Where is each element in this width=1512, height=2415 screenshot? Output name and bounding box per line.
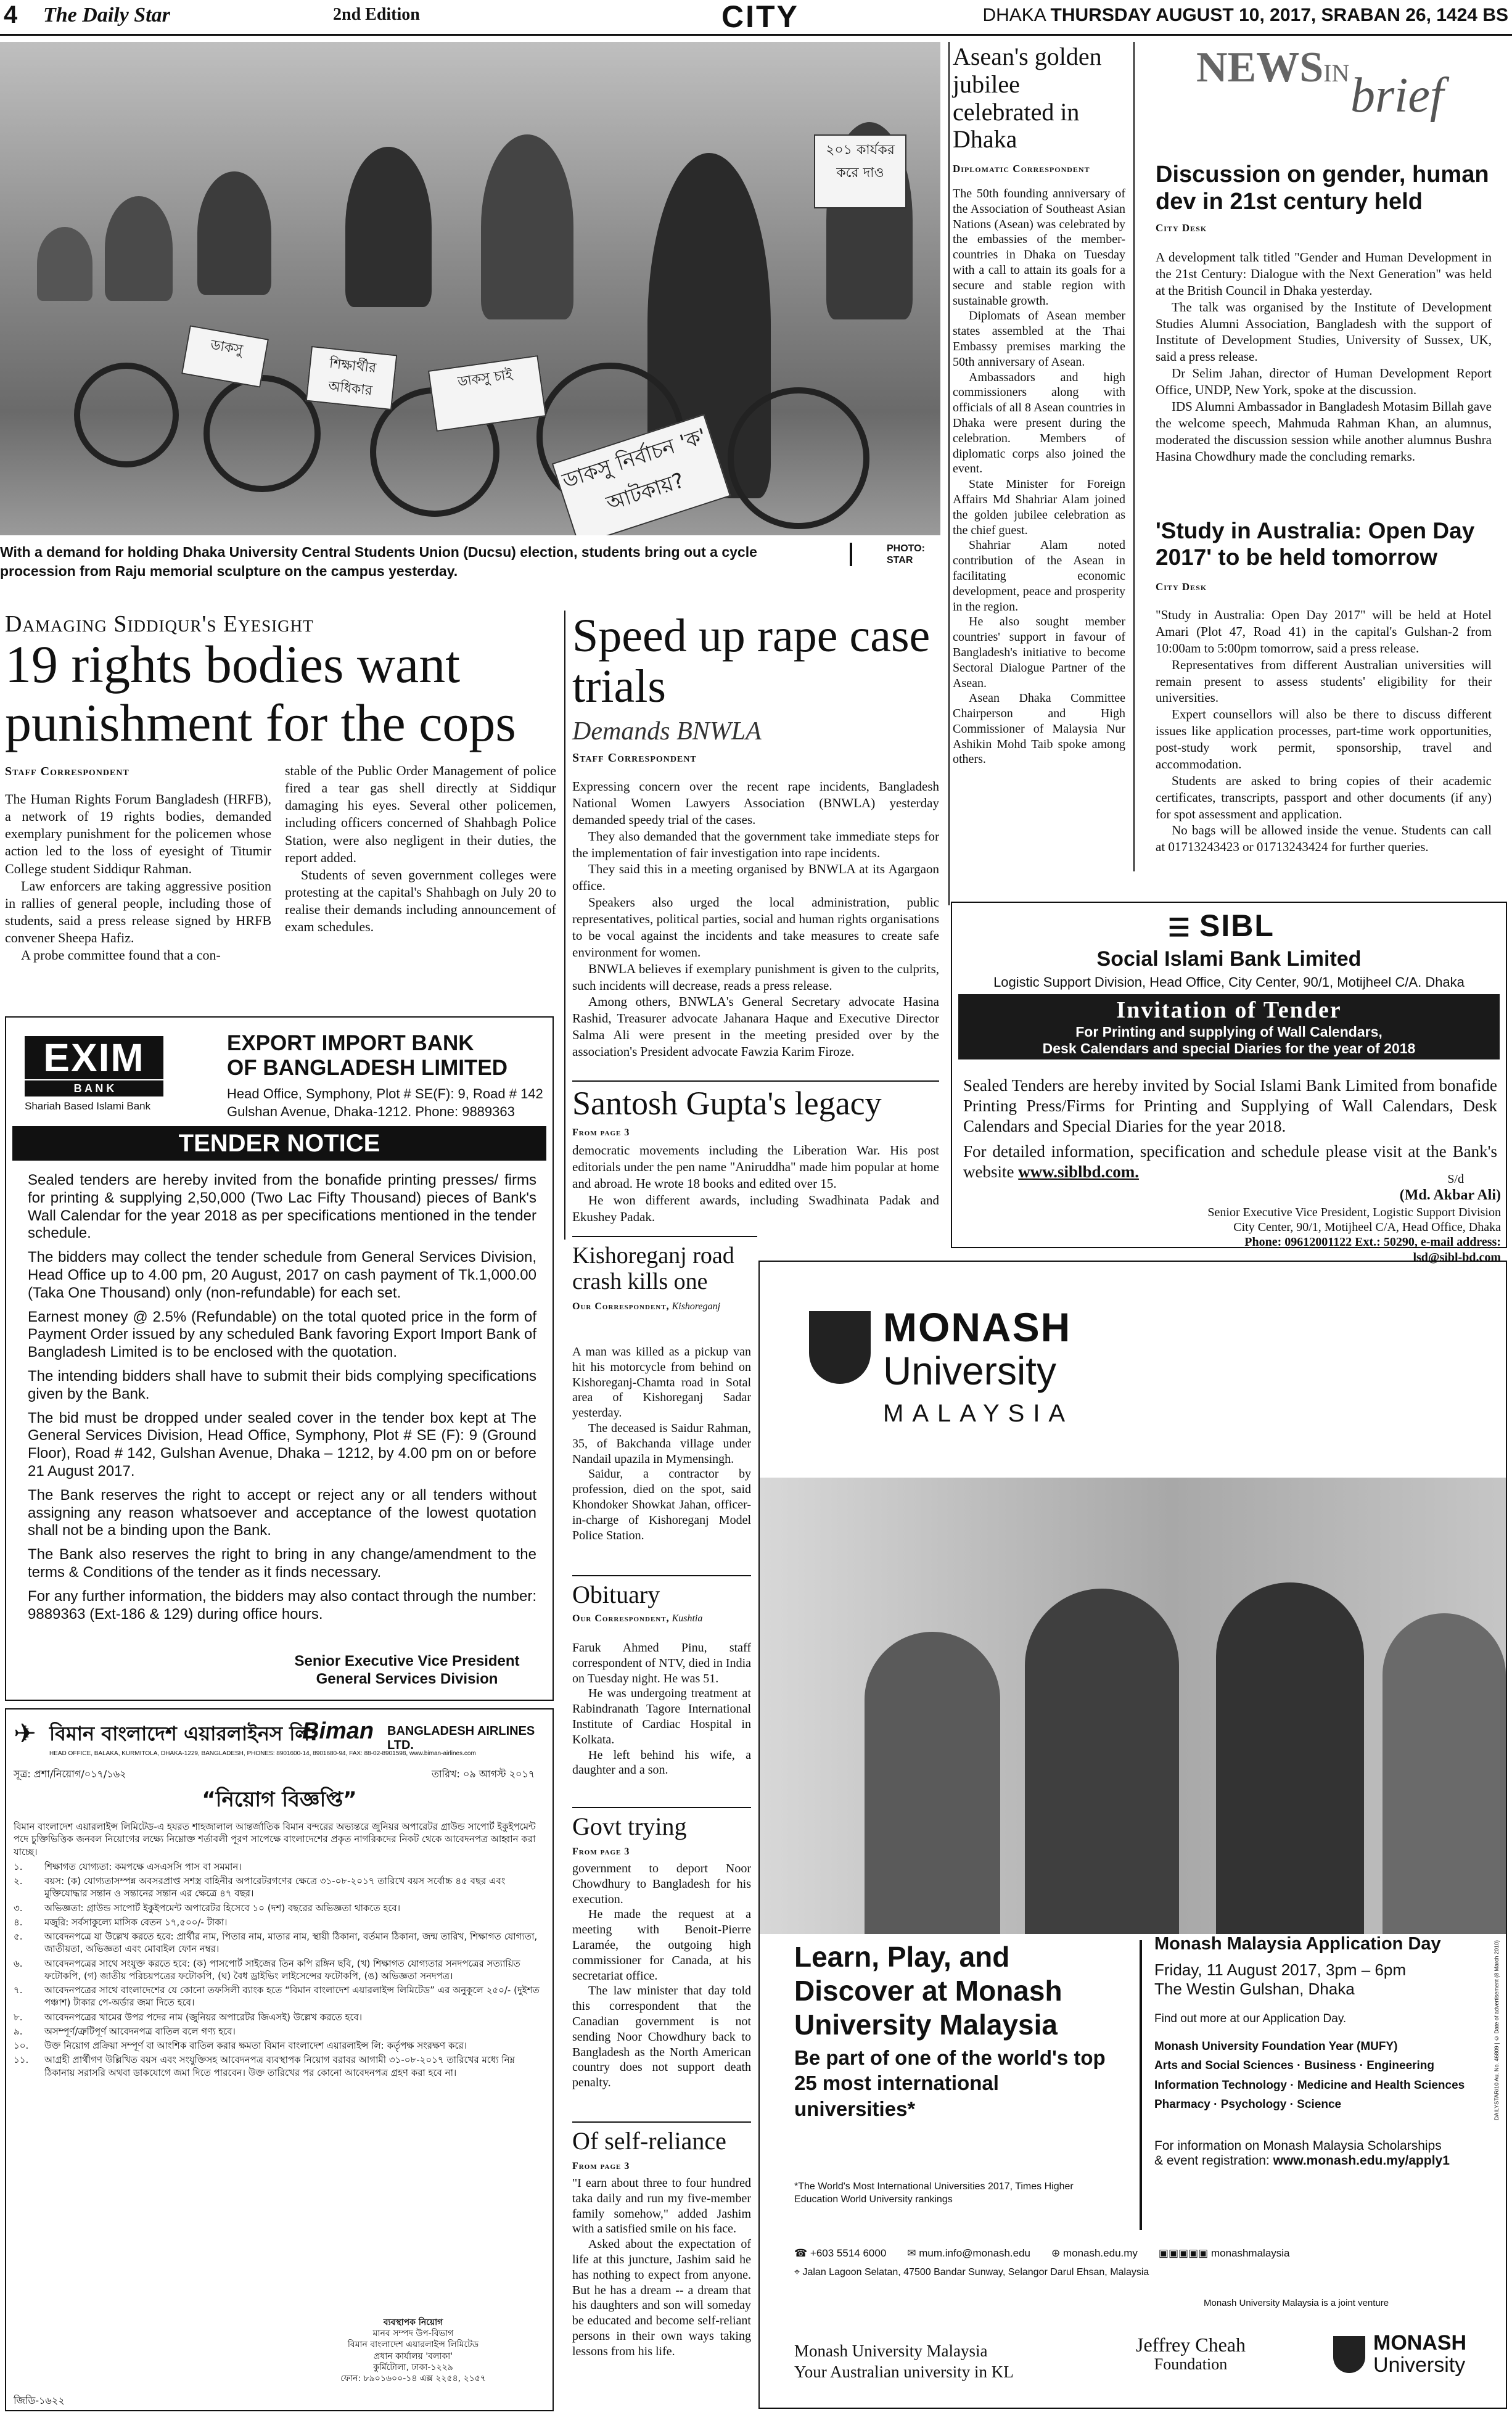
sibl-website-link[interactable]: www.siblbd.com. [1018, 1162, 1140, 1181]
news-in-brief-title: NEWSIN brief [1196, 44, 1444, 123]
rape-headline[interactable]: Speed up rape case trials [572, 610, 931, 713]
sibl-tender-ad[interactable]: ☰ SIBL Social Islami Bank Limited Logistic Support Division, Head Office, City Center, 90/1, Motijheel C/A. Dhaka Invitation of Tender For Printing and supplying of Wall Calendars, Desk Calendars and special Diaries for the year of 2018 Sealed Tenders are hereby invited by Social Islami Bank Limited from bonafide Printing Press/Firms for Printing and Supplying of Wall Calendars, Desk Calendars and Special Diaries for the year 2018. For detailed information, specification and schedule please visit at the Bank's website www.siblbd.com. S/d (Md. Akbar Ali) Senior Executive Vice President, Logistic Support Division City Center, 90/1, Motijheel C/A, Head Office, Dhaka Phone: 09612001122 Ext.: 50290, e-mail address: lsd@sibl-bd.com [951, 902, 1507, 1248]
photo-caption: With a demand for holding Dhaka University Central Students Union (Ducsu) election, students bring out a cycle procession from Raju memorial sculpture on the campus yesterday. [0, 544, 757, 580]
brief2-headline[interactable]: 'Study in Australia: Open Day 2017' to be held tomorrow [1156, 518, 1475, 570]
govt-headline[interactable]: Govt trying [572, 1812, 687, 1840]
crash-body: A man was killed as a pickup van hit his motorcycle from behind on Kishoreganj-Chamta road in Sotal area of Kishoreganj Sadar yesterday. The deceased is Saidur Rahman, 35, of Bakchanda village under Nandail upazila in Mymensingh. Saidur, a contractor by profession, died on the spot, said Khondoker Showkat Jahan, officer-in-charge of Kishoreganj Model Police Station. [572, 1345, 751, 1542]
masthead[interactable]: The Daily Star [43, 4, 170, 27]
biman-logo-icon: ✈ [14, 1719, 36, 1749]
monash-shield-icon [1333, 2336, 1365, 2373]
brief1-headline[interactable]: Discussion on gender, human dev in 21st century held [1156, 162, 1489, 215]
lead-byline: Staff Correspondent [5, 765, 129, 778]
protest-sign: ২০১ কার্যকর করে দাও [814, 134, 906, 208]
exim-name: EXPORT IMPORT BANK OF BANGLADESH LIMITED [227, 1031, 507, 1080]
crash-headline[interactable]: Kishoreganj road crash kills one [572, 1243, 734, 1294]
biman-body: বিমান বাংলাদেশ এয়ারলাইন্স লিমিটেড-এ হযরত শাহজালাল আন্তর্জাতিক বিমান বন্দরের অভ্যন্তরে জুনিয়র অপারেটর গ্রাউন্ড সাপোর্ট ইকুইপমেন্ট পদে চুক্তিভিত্তিক জনবল নিয়োগের লক্ষ্যে নিম্নোক্ত শর্তাবলী পূরণ সাপেক্ষে বাংলাদেশের প্রকৃত নাগরিকদের নিকট থেকে আবেদনপত্র আহ্বান করা যাচ্ছে। ১. শিক্ষাগত যোগ্যতা: কমপক্ষে এসএসসি পাস বা সমমান। ২. বয়স: (ক) যোগ্যতাসম্পন্ন অবসরপ্রাপ্ত সশস্ত্র বাহিনীর অপারেটরগণের ক্ষেত্রে ৩১-০৮-২০১৭ তারিখে বয়স সর্বোচ্চ ৪৫ বছর এবং মুক্তিযোদ্ধার সন্তান ও সন্তানের সন্তান এর ক্ষেত্রে ৪৭ বছর। ৩. অভিজ্ঞতা: গ্রাউন্ড সাপোর্ট ইকুইপমেন্ট অপারেটর হিসেবে ১০ (দশ) বছরের অভিজ্ঞতা থাকতে হবে। ৪. মজুরি: সর্বসাকুল্যে মাসিক বেতন ১৭,৫০০/- টাকা। ৫. আবেদনপত্রে যা উল্লেখ করতে হবে: প্রার্থীর নাম, পিতার নাম, মাতার নাম, স্থায়ী ঠিকানা, বর্তমান ঠিকানা, জন্ম তারিখ, শিক্ষাগত যোগ্যতা, জাতীয়তা, অভিজ্ঞতা এবং মোবাইল ফোন নম্বর। ৬. আবেদনপত্রের সাথে সংযুক্ত করতে হবে: (ক) পাসপোর্ট সাইজের তিন কপি রঙ্গিন ছবি, (খ) শিক্ষাগত যোগ্যতার সনদপত্রের সত্যায়িত ফটোকপি, (গ) জাতীয় পরিচয়পত্রের ফটোকপি, (ঘ) বৈধ ড্রাইভিং লাইসেন্সের ফটোকপি, (ঙ) অভিজ্ঞতা সনদপত্র। ৭. আবেদনপত্রের সাথে বাংলাদেশের যে কোনো তফসিলী ব্যাংক হতে “বিমান বাংলাদেশ এয়ারলাইন্স লিমিটেড” এর অনুকূলে ২৫০/- (দুইশত পঞ্চাশ) টাকার পে-অর্ডার জমা দিতে হবে। ৮. আবেদনপত্রের খামের উপর পদের নাম (জুনিয়র অপারেটর জিএসই) উল্লেখ করতে হবে। ৯. অসম্পূর্ণ/ত্রুটিপূর্ণ আবেদনপত্র বাতিল বলে গণ্য হবে। ১০. উক্ত নিয়োগ প্রক্রিয়া সম্পূর্ণ বা আংশিক বাতিল করার ক্ষমতা বিমান বাংলাদেশ এয়ারলাইন্স লি: কর্তৃপক্ষ সংরক্ষণ করে। ১১. আগ্রহী প্রার্থীগণ উল্লিখিত বয়স এবং সংযুক্তিসহ আবেদনপত্র ব্যবস্থাপক নিয়োগ বরাবর আগামী ৩১-০৮-২০১৭ তারিখের মধ্যে নিম্ন ঠিকানায় সরাসরি অথবা ডাকযোগে জমা দিতে পারবেন। উক্ত তারিখের পর কোনো আবেদনপত্র গ্রহণ করা হবে না। [14, 1821, 540, 2078]
page-number: 4 [4, 1, 18, 28]
protest-sign: ডাকসু নির্বাচন 'ক' আটকায়? [552, 414, 731, 535]
monash-tagline: Monash University Malaysia Your Australian university in KL [794, 2342, 1014, 2381]
crash-byline: Our Correspondent, Kishoreganj [572, 1301, 721, 1312]
govt-from: From page 3 [572, 1846, 630, 1857]
exim-signature: Senior Executive Vice President General Services Division [294, 1653, 520, 1687]
monash-ad[interactable]: MONASH University MALAYSIA Learn, Play, and Discover at Monash University Malaysia Be part of one of the world's top 25 most international universities* *The World's Most International Universities 2017, Times Higher Education World University rankings Monash Malaysia Application Day Friday, 11 August 2017, 3pm – 6pm The Westin Gulshan, Dhaka Find out more at our Application Day. Monash University Foundation Year (MUFY) Arts and Social Sciences · Business · Engineering Information Technology · Medicine and Health Sciences Pharmacy · Psychology · Science For information on Monash Malaysia Scholarships & event registration: www.monash.edu.my/apply1 DAILYSTAR/10 Au. No. 46809 | © Date of advertisement (8 March 2010) ☎ +603 5514 6000 ✉ mum.info@monash.edu ⊕ monash.edu.my ▣▣▣▣▣ monashmalaysia ⌖ Jalan Lagoon Selatan, 47500 Bandar Sunway, Selangor Darul Ehsan, Malaysia Monash University Malaysia is a joint venture Monash University Malaysia Your Australian university in KL Jeffrey Cheah Foundation MONASH University [758, 1261, 1507, 2409]
rape-subhead: Demands BNWLA [572, 717, 762, 746]
asean-headline[interactable]: Asean's golden jubilee celebrated in Dhaka [953, 43, 1102, 154]
monash-contacts: ☎ +603 5514 6000 ✉ mum.info@monash.edu ⊕ monash.edu.my ▣▣▣▣▣ monashmalaysia [794, 2247, 1290, 2259]
lead-photo [0, 42, 940, 535]
social-icons: ▣▣▣▣▣ [1158, 2247, 1211, 2259]
dateline: DHAKA THURSDAY AUGUST 10, 2017, SRABAN 26, 1424 BS [982, 5, 1508, 25]
location-icon: ⌖ [794, 2267, 803, 2277]
sibl-signature: S/d (Md. Akbar Ali) Senior Executive Vice President, Logistic Support Division City Center, 90/1, Motijheel C/A, Head Office, Dhaka Phone: 09612001122 Ext.: 50290, e-mail address: lsd@sibl-bd.com [1207, 1172, 1501, 1264]
obit-body: Faruk Ahmed Pinu, staff correspondent of NTV, died in India on Tuesday night. He was 51. He was undergoing treatment at Rabindranath Tagore International Institute of Cardiac Hospital in Kolkata. He left behind his wife, a daughter and a son. [572, 1641, 751, 1777]
self-headline[interactable]: Of self-reliance [572, 2127, 726, 2155]
obit-byline: Our Correspondent, Kushtia [572, 1613, 703, 1624]
protest-sign: শিক্ষার্থীর অধিকার [306, 346, 398, 410]
govt-body: government to deport Noor Chowdhury to Bangladesh for his execution. He made the request at a meeting with Benoit-Pierre Laramée, the outgoing high commissioner for Canada, at his secretariat office. The law minister that day told this correspondent that the Canadian government is not sending Noor Chowdhury back to Bangladesh as the North American country does not support death penalty. [572, 1862, 751, 2090]
monash-event: Monash Malaysia Application Day Friday, 11 August 2017, 3pm – 6pm The Westin Gulshan, Dhaka Find out more at our Application Day. Monash University Foundation Year (MUFY) Arts and Social Sciences · Business · Engineering Information Technology · Medicine and Health Sciences Pharmacy · Psychology · Science For information on Monash Malaysia Scholarships & event registration: www.monash.edu.my/apply1 [1154, 1934, 1465, 2168]
obit-headline[interactable]: Obituary [572, 1581, 660, 1608]
santosh-body: democratic movements including the Liberation War. His post editorials under the pen name "Aniruddha" made him popular at home and abroad. He wrote 18 books and edited over 15. He won different awards, including Swadhinata Padak and Ekushey Padak. [572, 1143, 939, 1224]
biman-recruitment-ad[interactable]: ✈ বিমান বাংলাদেশ এয়ারলাইনস লি: Biman BANGLADESH AIRLINES LTD. HEAD OFFICE, BALAKA, KURMITOLA, DHAKA-1229, BANGLADESH, PHONES: 8901600-14, 8901680-94, FAX: 88-02-8901598, www.biman-airlines.com সূত্র: প্রশা/নিয়োগ/০১৭/১৬২ তারিখ: ০৯ আগস্ট ২০১৭ “নিয়োগ বিজ্ঞপ্তি” বিমান বাংলাদেশ এয়ারলাইন্স লিমিটেড-এ হযরত শাহজালাল আন্তর্জাতিক বিমান বন্দরের অভ্যন্তরে জুনিয়র অপারেটর গ্রাউন্ড সাপোর্ট ইকুইপমেন্ট পদে চুক্তিভিত্তিক জনবল নিয়োগের লক্ষ্যে নিম্নোক্ত শর্তাবলী পূরণ সাপেক্ষে বাংলাদেশের প্রকৃত নাগরিকদের নিকট থেকে আবেদনপত্র আহ্বান করা যাচ্ছে। ১. শিক্ষাগত যোগ্যতা: কমপক্ষে এসএসসি পাস বা সমমান। ২. বয়স: (ক) যোগ্যতাসম্পন্ন অবসরপ্রাপ্ত সশস্ত্র বাহিনীর অপারেটরগণের ক্ষেত্রে ৩১-০৮-২০১৭ তারিখে বয়স সর্বোচ্চ ৪৫ বছর এবং মুক্তিযোদ্ধার সন্তান ও সন্তানের সন্তান এর ক্ষেত্রে ৪৭ বছর। ৩. অভিজ্ঞতা: গ্রাউন্ড সাপোর্ট ইকুইপমেন্ট অপারেটর হিসেবে ১০ (দশ) বছরের অভিজ্ঞতা থাকতে হবে। ৪. মজুরি: সর্বসাকুল্যে মাসিক বেতন ১৭,৫০০/- টাকা। ৫. আবেদনপত্রে যা উল্লেখ করতে হবে: প্রার্থীর নাম, পিতার নাম, মাতার নাম, স্থায়ী ঠিকানা, বর্তমান ঠিকানা, জন্ম তারিখ, শিক্ষাগত যোগ্যতা, জাতীয়তা, অভিজ্ঞতা এবং মোবাইল ফোন নম্বর। ৬. আবেদনপত্রের সাথে সংযুক্ত করতে হবে: (ক) পাসপোর্ট সাইজের তিন কপি রঙ্গিন ছবি, (খ) শিক্ষাগত যোগ্যতার সনদপত্রের সত্যায়িত ফটোকপি, (গ) জাতীয় পরিচয়পত্রের ফটোকপি, (ঘ) বৈধ ড্রাইভিং লাইসেন্সের ফটোকপি, (ঙ) অভিজ্ঞতা সনদপত্র। ৭. আবেদনপত্রের সাথে বাংলাদেশের যে কোনো তফসিলী ব্যাংক হতে “বিমান বাংলাদেশ এয়ারলাইন্স লিমিটেড” এর অনুকূলে ২৫০/- (দুইশত পঞ্চাশ) টাকার পে-অর্ডার জমা দিতে হবে। ৮. আবেদনপত্রের খামের উপর পদের নাম (জুনিয়র অপারেটর জিএসই) উল্লেখ করতে হবে। ৯. অসম্পূর্ণ/ত্রুটিপূর্ণ আবেদনপত্র বাতিল বলে গণ্য হবে। ১০. উক্ত নিয়োগ প্রক্রিয়া সম্পূর্ণ বা আংশিক বাতিল করার ক্ষমতা বিমান বাংলাদেশ এয়ারলাইন্স লি: কর্তৃপক্ষ সংরক্ষণ করে। ১১. আগ্রহী প্রার্থীগণ উল্লিখিত বয়স এবং সংযুক্তিসহ আবেদনপত্র ব্যবস্থাপক নিয়োগ বরাবর আগামী ৩১-০৮-২০১৭ তারিখের মধ্যে নিম্ন ঠিকানায় সরাসরি অথবা ডাকযোগে জমা দিতে পারবেন। উক্ত তারিখের পর কোনো আবেদনপত্র গ্রহণ করা হবে না। ব্যবস্থাপক নিয়োগ মানব সম্পদ উপ-বিভাগ বিমান বাংলাদেশ এয়ারলাইন্স লিমিটেড প্রধান কার্যালয় 'বলাকা' কুর্মিটোলা, ঢাকা-১২২৯ ফোন: ৮৯০১৬০০-১৪ এক্স ২২৫৪, ২১৫৭ জিডি-১৬২২ [5, 1708, 554, 2411]
exim-logo: EXIM [25, 1036, 163, 1079]
biman-signature: ব্যবস্থাপক নিয়োগ মানব সম্পদ উপ-বিভাগ বিমান বাংলাদেশ এয়ারলাইন্স লিমিটেড প্রধান কার্যালয় 'বলাকা' কুর্মিটোলা, ঢাকা-১২২৯ ফোন: ৮৯০১৬০০-১৪ এক্স ২২৫৪, ২১৫৭ [340, 2318, 486, 2384]
sibl-body: Sealed Tenders are hereby invited by Social Islami Bank Limited from bonafide Printing Press/Firms for Printing and Supplying of Wall Calendars, Desk Calendars and Special Diaries for the year 2018. For detailed information, specification and schedule please visit at the Bank's website www.siblbd.com. [963, 1076, 1497, 1181]
section-title: CITY [721, 0, 799, 34]
page-header [0, 0, 1512, 36]
sibl-banner: Invitation of Tender For Printing and supplying of Wall Calendars, Desk Calendars and special Diaries for the year of 2018 [958, 994, 1500, 1059]
phone-icon: ☎ [794, 2247, 810, 2259]
lead-column-1: The Human Rights Forum Bangladesh (HRFB), a network of 19 rights bodies, demanded exemplary punishment for the policemen whose action led to the loss of eyesight of Titumir College student Siddiqur Rahman. Law enforcers are taking aggressive position in rallies of general people, including those of students, said a press release signed by HRFB convener Sheepa Hafiz. A probe committee found that a con- [5, 791, 271, 963]
lead-kicker: Damaging Siddiqur's Eyesight [5, 611, 314, 637]
biman-logo: Biman [302, 1718, 374, 1744]
lead-headline[interactable]: 19 rights bodies want punishment for the cops [5, 635, 516, 752]
rape-body: Expressing concern over the recent rape incidents, Bangladesh National Women Lawyers Association (BNWLA) yesterday demanded speedy trial of the cases. They also demanded that the government take immediate steps for the implementation of fair investigation into rape incidents. They said this in a meeting organised by BNWLA at its Agargaon office. Speakers also urged the local administration, public representatives, political parties, social and human rights organisations to be vocal against the incidents and take measures to create safe environment for women. BNWLA believes if exemplary punishment is given to the culprits, such incidents will decrease, reads a press release. Among others, BNWLA's General Secretary advocate Hasina Rashid, Treasurer advocate Jahanara Haque and Executive Director Salma Ali were present in the meeting presided over by the association's President advocate Fawzia Karim Firoze. [572, 779, 939, 1059]
brief2-body: "Study in Australia: Open Day 2017" will be held at Hotel Amari (Plot 47, Road 41) in the capital's Gulshan-2 from 10:00am to 5:00pm tomorrow, said a press release. Representatives from different Australian universities will remain present to assess students' eligibility for their universities. Expert counsellors will also be there to discuss different issues like application processes, part-time work opportunities, post-study work permit, sponsorship, travel and accommodation. Students are asked to bring copies of their academic certificates, transcripts, passport and other documents (if any) for spot assessment and application. No bags will be allowed inside the venue. Students can call at 01713243423 or 01713243424 for further queries. [1156, 607, 1492, 855]
protest-sign: ডাকসু চাই [428, 355, 546, 432]
monash-footer-logo: MONASH University [1373, 2331, 1467, 2377]
sibl-logo: ☰ SIBL [1168, 908, 1275, 943]
self-from: From page 3 [572, 2161, 630, 2171]
photo-credit: PHOTO: STAR [850, 543, 925, 566]
rape-byline: Staff Correspondent [572, 751, 697, 765]
monash-apply-link[interactable]: www.monash.edu.my/apply1 [1273, 2154, 1450, 2168]
protest-sign: ডাকসু [181, 325, 269, 387]
tender-notice-banner: TENDER NOTICE [12, 1126, 546, 1161]
brief1-byline: City Desk [1156, 222, 1207, 234]
web-icon: ⊕ [1051, 2247, 1063, 2259]
exim-body: Sealed tenders are hereby invited from the bonafide printing presses/ firms for printing & supplying 2,50,000 (Two Lac Fifty Thousand) pieces of Bank's Wall Calendar for the year 2018 as per specifications mentioned in the tender schedule. The bidders may collect the tender schedule from General Services Division, Head Office up to 4.00 pm, 20 August, 2017 on cash payment of Tk.1,000.00 (Taka One Thousand) only (non-refundable) for each set. Earnest money @ 2.5% (Refundable) on the total quoted price in the form of Payment Order issued by any scheduled Bank favoring Export Import Bank of Bangladesh Limited is to be enclosed with the quotation. The intending bidders shall have to submit their bids complying specifications given by the Bank. The bid must be dropped under sealed cover in the tender box kept at The General Services Division, Head Office, Symphony, Plot # SE (F): 9 (Ground Floor), Road # 142, Gulshan Avenue, Dhaka – 1212, by 4.00 pm on or before 21 August 2017. The Bank reserves the right to accept or reject any or all tenders without assigning any reason whatsoever and acceptance of the lowest quotation shall not be a binding upon the Bank. The Bank also reserves the right to bring in any change/amendment to the terms & Conditions of the tender as it finds necessary. For any further information, the bidders may also contact through the number: 9889363 (Ext-186 & 129) during office hours. [28, 1172, 536, 1623]
asean-body: The 50th founding anniversary of the Association of Southeast Asian Nations (Asean) was celebrated by the embassies of the member-countries in Dhaka on Tuesday with a call to attain its goals for a secure and stable region with sustainable growth. Diplomats of Asean member states assembled at the Thai Embassy premises marking the 50th anniversary of Asean. Ambassadors and high commissioners along with officials of all 8 Asean countries in Dhaka were present during the celebration. Members of diplomatic corps also joined the event. State Minister for Foreign Affairs Md Shahriar Alam joined the golden jubilee celebration as the chief guest. Shahriar Alam noted contribution of the Asean in facilitating economic development, peace and prosperity in the region. He also sought member countries' support in favour of Bangladesh's initiative to become Sectoral Dialogue Partner of the Asean. Asean Dhaka Committee Chairperson and High Commissioner of Malaysia Nur Ashikin Mohd Taib spoke among others. [953, 187, 1125, 767]
santosh-from: From page 3 [572, 1127, 630, 1138]
lead-column-2: stable of the Public Order Management of police fired a tear gas shell directly at Siddiqur damaging his eyes. Several other policemen, including officers concerned of Shahbagh Police Station, were also negligent in their duties, the report added. Students of seven government colleges were protesting at the capital's Shahbagh on July 20 to realise their demands including announcement of exam schedules. [285, 763, 556, 935]
santosh-headline[interactable]: Santosh Gupta's legacy [572, 1085, 882, 1122]
biman-title: “নিয়োগ বিজ্ঞপ্তি” [202, 1787, 357, 1812]
exim-tender-ad[interactable]: EXIM B A N K Shariah Based Islami Bank EXPORT IMPORT BANK OF BANGLADESH LIMITED Head Office, Symphony, Plot # SE(F): 9, Road # 142 Gulshan Avenue, Dhaka-1212. Phone: 9889363 TENDER NOTICE Sealed tenders are hereby invited from the bonafide printing presses/ firms for printing & supplying 2,50,000 (Two Lac Fifty Thousand) pieces of Bank's Wall Calendar for the year 2018 as per specifications mentioned in the tender schedule. The bidders may collect the tender schedule from General Services Division, Head Office up to 4.00 pm, 20 August, 2017 on cash payment of Tk.1,000.00 (Taka One Thousand) only (non-refundable) for each set. Earnest money @ 2.5% (Refundable) on the total quoted price in the form of Payment Order issued by any scheduled Bank favoring Export Import Bank of Bangladesh Limited is to be enclosed with the quotation. The intending bidders shall have to submit their bids complying specifications given by the Bank. The bid must be dropped under sealed cover in the tender box kept at The General Services Division, Head Office, Symphony, Plot # SE (F): 9 (Ground Floor), Road # 142, Gulshan Avenue, Dhaka – 1212, by 4.00 pm on or before 21 August 2017. The Bank reserves the right to accept or reject any or all tenders without assigning any reason whatsoever and acceptance of the lowest quotation shall not be a binding upon the Bank. The Bank also reserves the right to bring in any change/amendment to the terms & Conditions of the tender as it finds necessary. For any further information, the bidders may also contact through the number: 9889363 (Ext-186 & 129) during office hours. Senior Executive Vice President General Services Division [5, 1016, 554, 1701]
self-body: "I earn about three to four hundred taka daily and run my five-member family somehow," added Jashim with a satisfied smile on his face. Asked about the expectation of life at this juncture, Jashim said he has nothing to expect from anyone. But he has a dream -- a dream that his daughters and son will someday be educated and become self-reliant persons in their own ways taking lessons from his life. [572, 2176, 751, 2358]
brief2-byline: City Desk [1156, 581, 1207, 593]
monash-shield-icon [809, 1311, 871, 1384]
monash-students-photo [760, 1478, 1507, 1934]
asean-byline: Diplomatic Correspondent [953, 163, 1090, 175]
edition: 2nd Edition [333, 5, 420, 24]
monash-headline: Learn, Play, and Discover at Monash University Malaysia [794, 1941, 1062, 2041]
email-icon: ✉ [907, 2247, 919, 2259]
brief1-body: A development talk titled "Gender and Human Development in the 21st Century: Dialogue with the Next Generation" was held at the British Council in Dhaka yesterday. The talk was organised by the Institute of Development Studies Alumni Association, Bangladesh with the support of Institute of Development Studies, University of Sussex, UK, said a press release. Dr Selim Jahan, director of Human Development Report Office, UNDP, New York, spoke at the discussion. IDS Alumni Ambassador in Bangladesh Motasim Billah gave the welcome speech, Mahmuda Rahman Khan, an alumnus, moderated the discussion session while another alumnus Bushra Hasina Chowdhury made the concluding remarks. [1156, 250, 1492, 464]
jeffrey-cheah-logo: Jeffrey Cheah Foundation [1136, 2334, 1246, 2373]
